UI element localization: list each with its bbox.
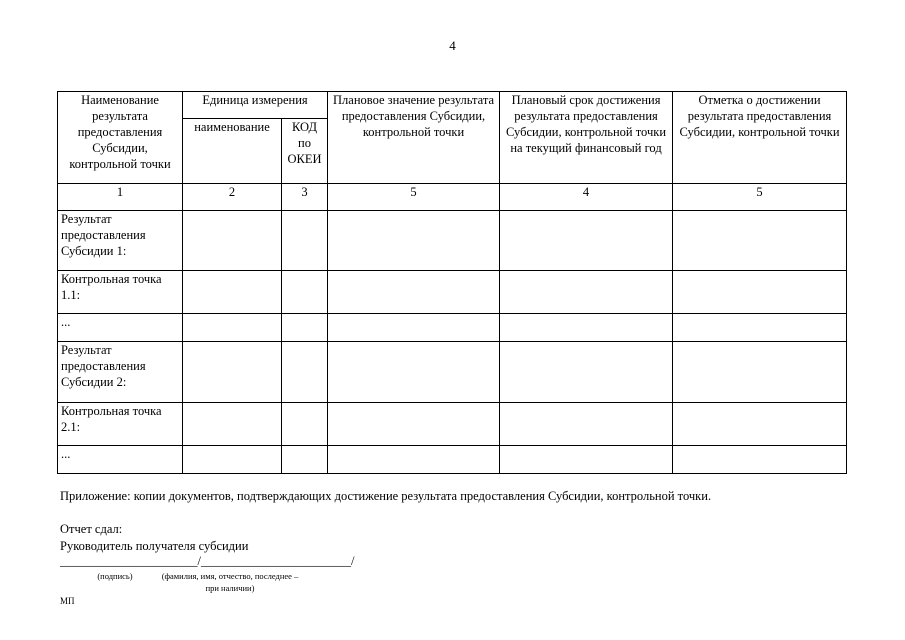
table-row (58, 446, 847, 474)
column-number-5: 4 (500, 184, 673, 211)
report-submitted-label: Отчет сдал: (60, 522, 123, 536)
row-label-checkpoint-1-1: Контрольная точка 1.1: (58, 271, 183, 314)
table-cell (282, 314, 328, 342)
table-cell (282, 446, 328, 474)
table-cell (282, 403, 328, 446)
table-cell (500, 403, 673, 446)
header-row-top (58, 92, 847, 119)
table-cell (673, 342, 847, 403)
table-cell (183, 271, 282, 314)
table-cell (500, 314, 673, 342)
table-row (58, 271, 847, 314)
page-number: 4 (449, 38, 456, 53)
header-planned-deadline: Плановый срок достижения результата предоставления Субсидии, контрольной точки на текущий финансовый год (500, 92, 673, 184)
column-number-3: 3 (282, 184, 328, 211)
table-cell (183, 211, 282, 271)
table-cell (183, 342, 282, 403)
header-unit-name: наименование (183, 119, 282, 184)
achievement-report-table (57, 91, 847, 474)
column-number-4: 5 (328, 184, 500, 211)
table-cell (183, 446, 282, 474)
table-cell (183, 314, 282, 342)
table-cell (328, 271, 500, 314)
table-cell (673, 271, 847, 314)
column-number-1: 1 (58, 184, 183, 211)
table-row (58, 342, 847, 403)
header-achievement-mark: Отметка о достижении результата предоставления Субсидии, контрольной точки (673, 92, 847, 184)
row-label-ellipsis-2: ... (58, 446, 183, 474)
table-cell (282, 211, 328, 271)
row-label-ellipsis-1: ... (58, 314, 183, 342)
table-row (58, 211, 847, 271)
table-cell (328, 342, 500, 403)
table-cell (282, 342, 328, 403)
table-cell (673, 403, 847, 446)
table-cell (328, 446, 500, 474)
signature-caption: (подпись) (97, 571, 133, 581)
recipient-head-title: Руководитель получателя субсидии (60, 539, 249, 553)
table-cell (673, 446, 847, 474)
table-cell (673, 314, 847, 342)
column-number-2: 2 (183, 184, 282, 211)
table-cell (500, 342, 673, 403)
table-row (58, 314, 847, 342)
table-cell (282, 271, 328, 314)
table-row (58, 403, 847, 446)
seal-place-label: МП (60, 596, 75, 606)
full-name-caption: (фамилия, имя, отчество, последнее – при наличии) (161, 571, 299, 593)
row-label-checkpoint-2-1: Контрольная точка 2.1: (58, 403, 183, 446)
header-planned-value: Плановое значение результата предоставления Субсидии, контрольной точки (328, 92, 500, 184)
header-unit-group: Единица измерения (183, 92, 328, 119)
table-cell (328, 403, 500, 446)
row-label-result-2: Результат предоставления Субсидии 2: (58, 342, 183, 403)
table-cell (500, 446, 673, 474)
table-cell (500, 271, 673, 314)
table-cell (328, 314, 500, 342)
appendix-note: Приложение: копии документов, подтверждающих достижение результата предоставления Субсидии, контрольной точки. (60, 489, 712, 503)
column-number-row (58, 184, 847, 211)
table-cell (500, 211, 673, 271)
header-result-name: Наименование результата предоставления Субсидии, контрольной точки (58, 92, 183, 184)
table-cell (673, 211, 847, 271)
table-cell (183, 403, 282, 446)
row-label-result-1: Результат предоставления Субсидии 1: (58, 211, 183, 271)
column-number-6: 5 (673, 184, 847, 211)
signature-line: ______________________/________________________/ (60, 554, 355, 568)
header-unit-code: КОД по ОКЕИ (282, 119, 328, 184)
table-cell (328, 211, 500, 271)
